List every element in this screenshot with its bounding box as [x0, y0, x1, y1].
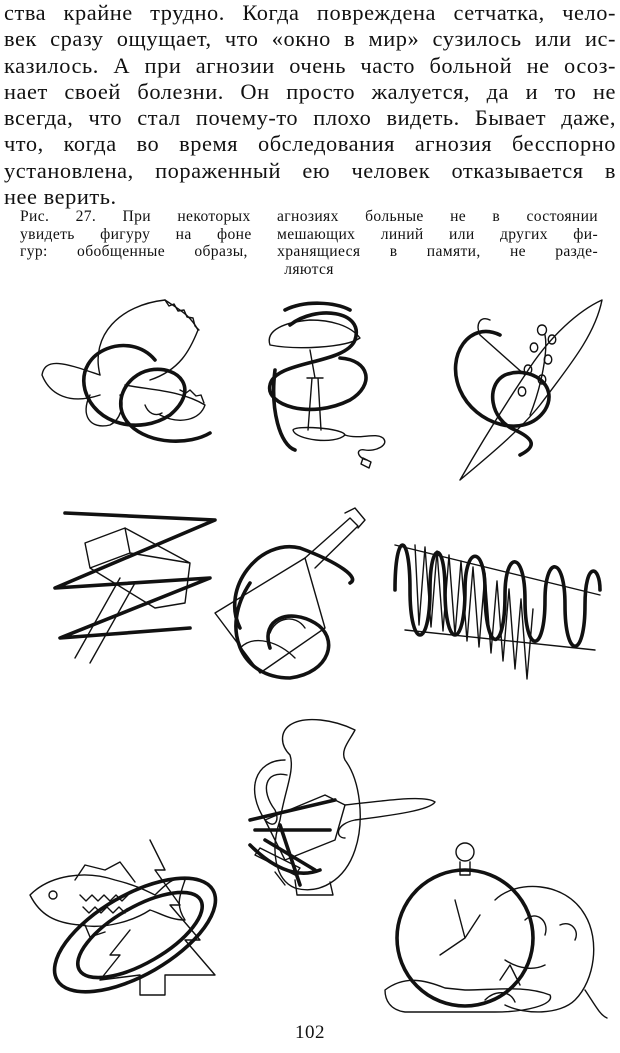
text-line: нает своей болезни. Он просто жалуется, да и то не	[4, 78, 616, 104]
caption-line: ляются	[284, 260, 334, 278]
text-line: век сразу ощущает, что «окно в мир» сузилось или ис-	[4, 26, 616, 52]
body-text	[4, 0, 616, 210]
text-line: установлена, пораженный ею человек отказывается в	[4, 157, 616, 183]
text-line: что, когда во время обследования агнозия бесспорно	[4, 131, 616, 157]
text-line: ства крайне трудно. Когда повреждена сетчатка, чело-	[4, 0, 616, 25]
lily-of-the-valley-figure	[430, 295, 610, 485]
hammer-figure	[40, 508, 220, 678]
stopwatch-figure	[385, 840, 610, 1020]
page-number: 102	[295, 1022, 325, 1043]
figure-caption	[20, 208, 598, 278]
caption-line: гур: обобщенные образы, хранящиеся в памяти, не разде-	[20, 243, 598, 261]
caption-line: Рис. 27. При некоторых агнозиях больные не в состоянии	[20, 208, 598, 225]
text-line: всегда, что стал почему-то плохо видеть. Бывает даже,	[4, 105, 616, 131]
caption-line: увидеть фигуру на фоне мешающих линий или других фи-	[20, 225, 598, 243]
saw-figure	[385, 520, 610, 665]
balalaika-figure	[200, 508, 370, 683]
butterfly-figure	[30, 295, 220, 470]
table-lamp-figure	[255, 300, 405, 475]
text-line: казилось. А при агнозии очень часто больной не осоз-	[4, 52, 616, 78]
text-line: нее верить.	[4, 184, 117, 210]
fish-figure	[25, 835, 225, 1005]
